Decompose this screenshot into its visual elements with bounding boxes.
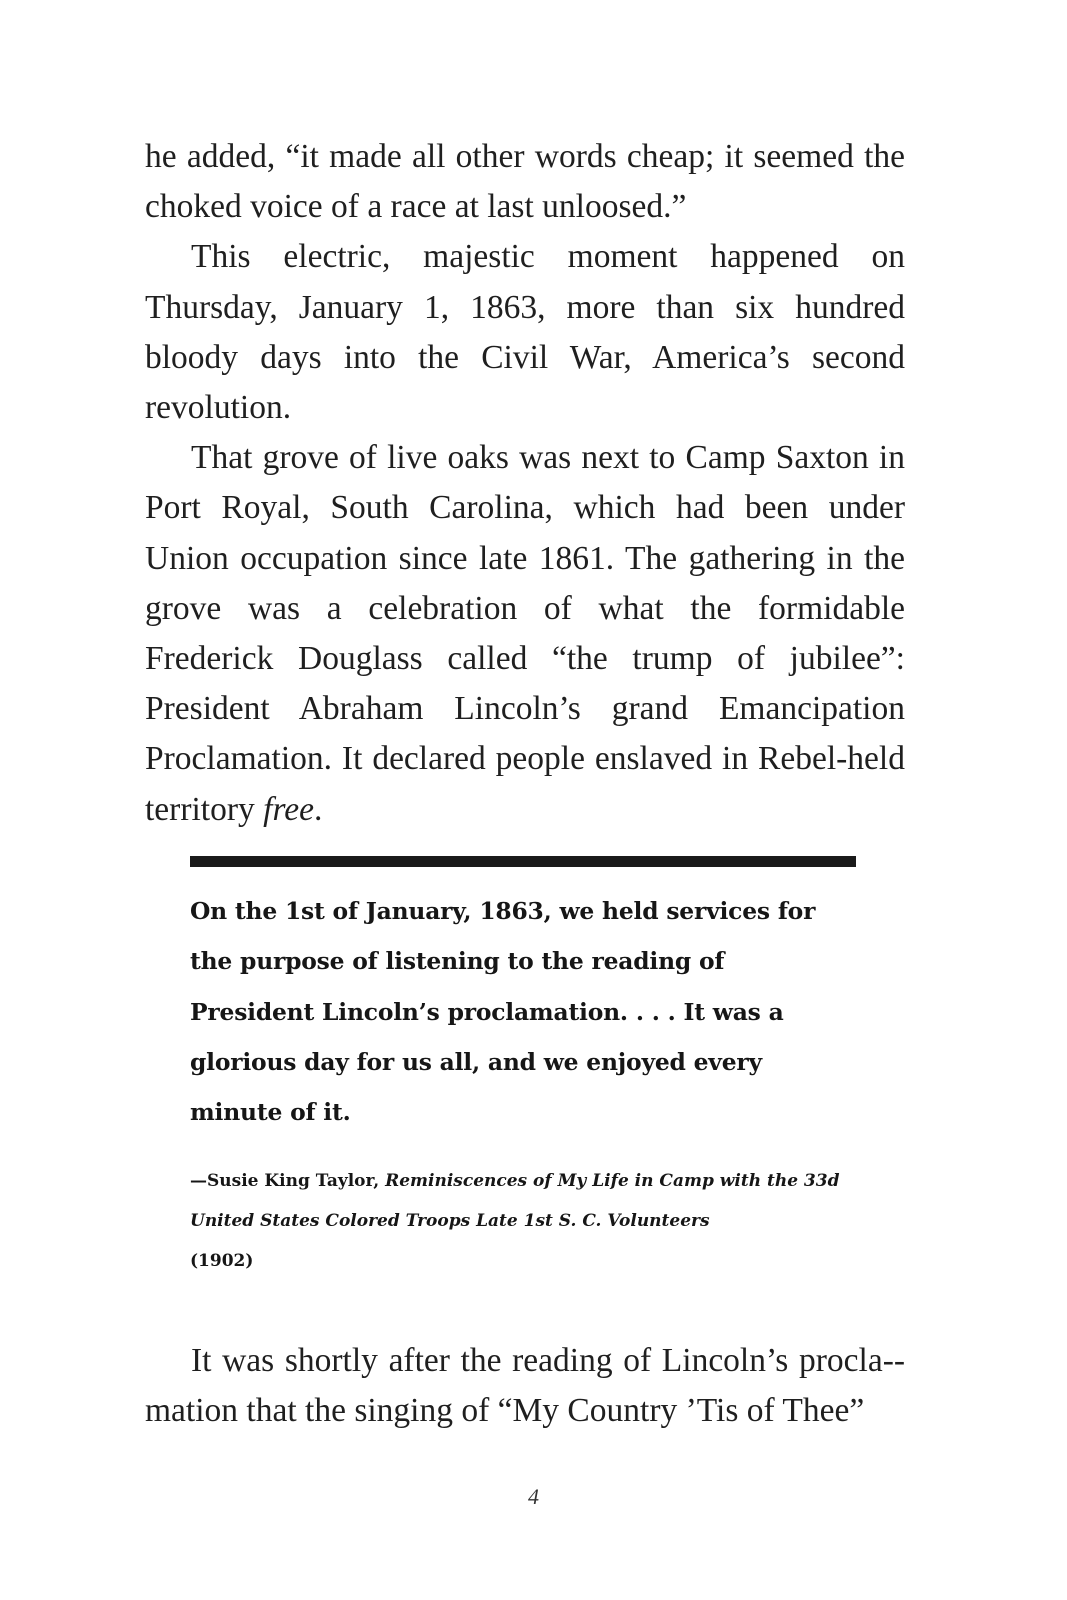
paragraph-camp-saxton-end: . [313, 790, 323, 828]
epigraph-rule [190, 856, 856, 867]
emphasis-free: free [263, 790, 314, 828]
body-text-block [145, 132, 905, 835]
paragraph-camp-saxton [145, 433, 905, 835]
paragraph-electric-moment: This electric, majestic moment happened on Thursday, January 1, 1863, more than six hundred bloody days into the Civil War, America’s second revolution. [145, 238, 905, 427]
page-number: 4 [528, 1484, 539, 1509]
paragraph-closing: It was shortly after the reading of Lincoln’s procla-mation that the singing of “My Country ’Tis of Thee” [145, 1342, 905, 1430]
attribution-author: —Susie King Taylor, [190, 1171, 386, 1191]
paragraph-camp-saxton-text: That grove of live oaks was next to Camp Saxton in Port Royal, South Carolina, which had been under Union occupation since late 1861. The gathering in the grove was a celebration of what the formidable Frederick Douglass called “the trump of jubilee”: President Abraham Lincoln’s grand Emancipation Proclamation. It declared people enslaved in Rebel-held territory [145, 439, 905, 828]
epigraph-attribution [190, 1161, 870, 1281]
attribution-year: (1902) [190, 1251, 254, 1271]
paragraph-continuation: he added, “it made all other words cheap; it seemed the choked voice of a race at last unloosed.” [145, 138, 905, 226]
closing-text-block [145, 1336, 905, 1436]
attribution-title: Reminiscences of My Life in Camp with the 33d United States Colored Troops Late 1st S. C. Volunteers [190, 1171, 840, 1231]
epigraph-quote: On the 1st of January, 1863, we held services for the purpose of listening to the reading of President Lincoln’s proclamation. . . . It was a glorious day for us all, and we enjoyed every minute of it. [190, 897, 816, 1127]
